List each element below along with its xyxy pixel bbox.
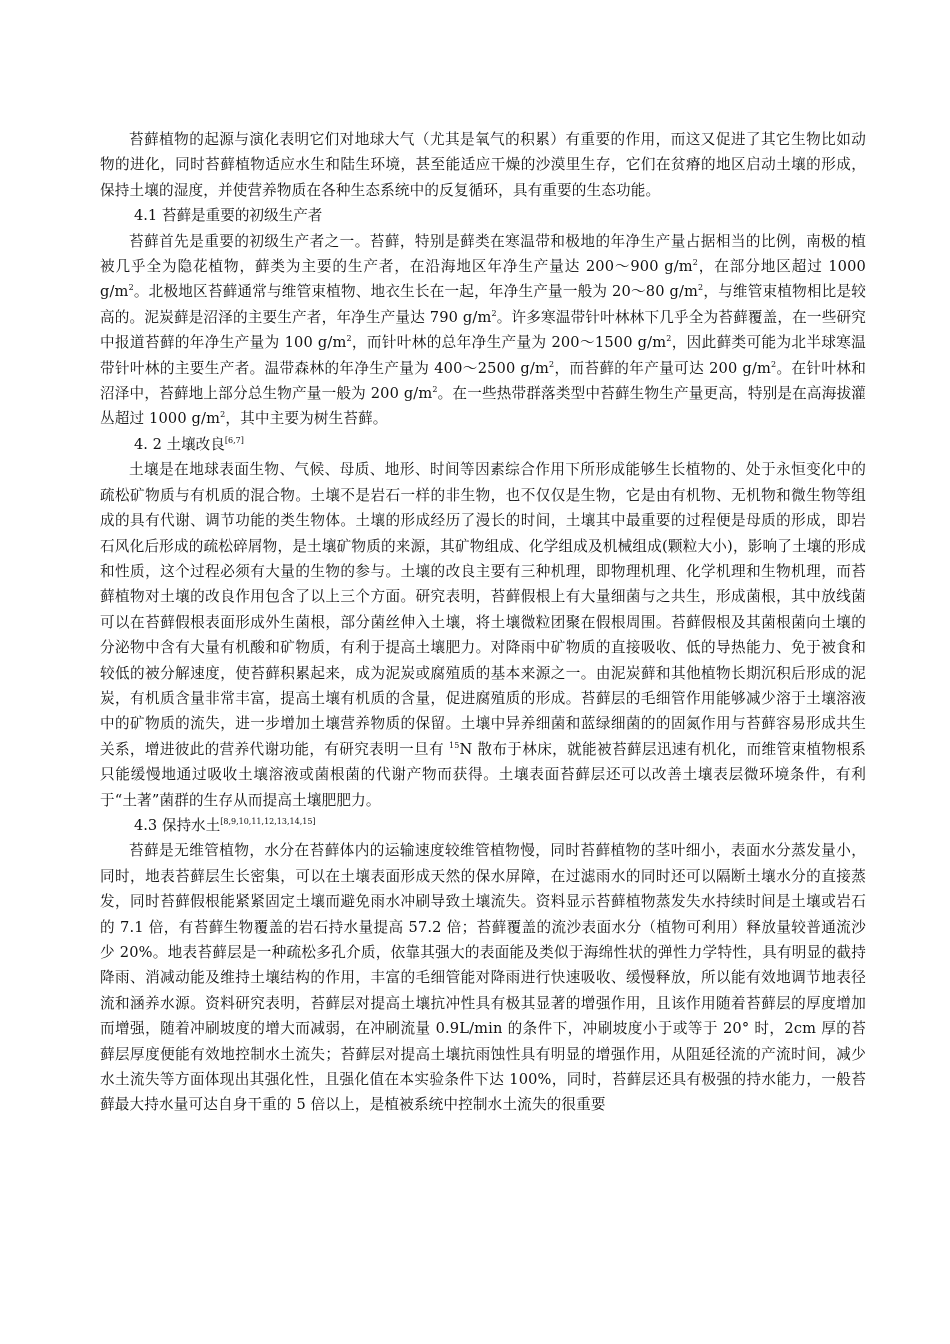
text-run: ，而苔藓的年产量可达 200 g/m [554,359,771,377]
text-run: 。在针叶林和沼泽中，苔藓地上部分总生物产量一般为 200 g/m [100,359,866,403]
section-heading-text: 4.3 保持水土 [134,816,221,834]
section-4-3-paragraph: 苔藓是无维管植物，水分在苔藓体内的运输速度较维管植物慢，同时苔藓植物的茎叶细小，表面水分蒸发量小，同时，地表苔藓层生长密集，可以在土壤表面形成天然的保水屏障，在过滤雨水的同时还可以隔断土壤水分的直接蒸发，同时苔藓假根能紧紧固定土壤而避免雨水冲刷导致土壤流失。资料显示苔藓植物蒸发失水持续时间是土壤或岩石的 7.1 倍，有苔藓生物覆盖的岩石持水量提高 57.2 倍；苔藓覆盖的流沙表面水分（植物可利用）释放量较普通流沙少 20%。地表苔藓层是一种疏松多孔介质，依靠其强大的表面能及类似于海绵性状的弹性力学特性，具有明显的截持降雨、消减动能及维持土壤结构的作用，丰富的毛细管能对降雨进行快速吸收、缓慢释放，所以能有效地调节地表径流和涵养水源。资料研究表明，苔藓层对提高土壤抗冲性具有极其显著的增强作用，且该作用随着苔藓层的厚度增加而增强，随着冲刷坡度的增大而减弱，在冲刷流量 0.9L/min 的条件下，冲刷坡度小于或等于 20° 时，2cm 厚的苔藓层厚度便能有效地控制水土流失；苔藓层对提高土壤抗雨蚀性具有明显的增强作用，从阻延径流的产流时间，减少水土流失等方面体现出其强化性，且强化值在本实验条件下达 100%，同时，苔藓层还具有极强的持水能力，一般苔藓最大持水量可达自身干重的 5 倍以上，是植被系统中控制水土流失的很重要 [100,842,866,1114]
section-heading-4-3 [100,813,866,838]
superscript: 2 [220,410,226,420]
section-4-2-paragraph [100,457,866,813]
intro-paragraph: 苔藓植物的起源与演化表明它们对地球大气（尤其是氧气的积累）有重要的作用，而这又促进了其它生物比如动物的进化，同时苔藓植物适应水生和陆生环境，甚至能适应干燥的沙漠里生存，它们在贫瘠的地区启动土壤的形成，保持土壤的湿度，并使营养物质在各种生态系统中的反复循环，具有重要的生态功能。 [100,131,866,199]
text-run: ，其中主要为树生苔藓。 [225,410,388,428]
citation-ref: [8,9,10,11,12,13,14,15] [220,817,316,827]
text-run: 苔藓首先是重要的初级生产者之一。苔藓，特别是藓类在寒温带和极地的年净生产量占据相当的比例，南极的植被几乎全为隐花植物，藓类为主要的生产者，在沿海地区年净生产量达 200～900 g/m [100,232,866,276]
superscript: 2 [128,283,134,293]
text-run: ，与维管束植物相比是较高的。泥炭藓是沼泽的主要生产者，年净生产量达 790 g/m [100,283,866,326]
text-run: 。北极地区苔藓通常与维管束植物、地衣生长在一起，年净生产量一般为 20～80 g/m [133,283,699,301]
text-run: ，在部分地区超过 1000 g/m [100,258,866,301]
text-run: 土壤是在地球表面生物、气候、母质、地形、时间等因素综合作用下所形成能够生长植物的、处于永恒变化中的疏松矿物质与有机质的混合物。土壤不是岩石一样的非生物，也不仅仅是生物，它是由有机物、无机物和微生物等组成的具有代谢、调节功能的类生物体。土壤的形成经历了漫长的时间，土壤其中最重要的过程便是母质的形成，即岩石风化后形成的疏松碎屑物，是土壤矿物质的来源，其矿物组成、化学组成及机械组成(颗粒大小)，影响了土壤的形成和性质，这个过程必须有大量的生物的参与。土壤的改良主要有三种机理，即物理机理、化学机理和生物机理，而苔藓植物对土壤的改良作用包含了以上三个方面。研究表明，苔藓假根上有大量细菌与之共生，形成菌根，其中放线菌可以在苔藓假根表面形成外生菌根，部分菌丝伸入土壤，将土壤微粒团聚在假根周围。苔藓假根及其菌根菌向土壤的分泌物中含有大量有机酸和矿物质，有利于提高土壤肥力。对降雨中矿物质的直接吸收、低的导热能力、免于被食和较低的被分解速度，使苔藓积累起来，成为泥炭或腐殖质的基本来源之一。由泥炭藓和其他植物长期沉积后形成的泥炭，有机质含量非常丰富，提高土壤有机质的含量，促进腐殖质的形成。苔藓层的毛细管作用能够减少溶于土壤溶液中的矿物质的流失，进一步增加土壤营养物质的保留。土壤中异养细菌和蓝绿细菌的的固氮作用与苔藓容易形成共生关系，增进彼此的营养代谢功能，有研究表明一旦有 [100,461,866,758]
citation-ref: [6,7] [224,436,244,446]
superscript: 2 [666,334,672,344]
superscript: 2 [432,385,438,395]
text-run: ，而针叶林的总年净生产量为 200～1500 g/m [351,334,667,352]
superscript: 2 [346,334,352,344]
text-run: 。在一些热带群落类型中苔藓生物生产量更高，特别是在高海拔灌丛超过 1000 g/m [100,385,866,428]
section-heading-text: 4. 2 土壤改良 [134,435,225,453]
superscript: 2 [548,359,555,369]
document-page [100,127,866,1118]
section-heading-4-2 [100,432,866,457]
superscript: 2 [692,258,699,268]
superscript: 2 [491,308,497,318]
section-4-1-paragraph [100,229,866,432]
text-run: ，因此藓类可能为北半球寒温带针叶林的主要生产者。温带森林的年净生产量为 400～2500 g/m [100,334,867,377]
superscript: 2 [770,359,777,369]
isotope-superscript: 15 [448,740,460,750]
section-heading-4-1: 4.1 苔藓是重要的初级生产者 [134,207,323,225]
text-run: 。许多寒温带针叶林林下几乎全为苔藓覆盖，在一些研究中报道苔藓的年净生产量为 100 g/m [100,308,866,352]
superscript: 2 [698,283,704,293]
text-run: N 散布于林床，就能被苔藓层迅速有机化，而维管束植物根系只能缓慢地通过吸收土壤溶液或菌根菌的代谢产物而获得。土壤表面苔藓层还可以改善土壤表层微环境条件，有利于“土著”菌群的生存从而提高土壤肥肥力。 [100,740,866,809]
